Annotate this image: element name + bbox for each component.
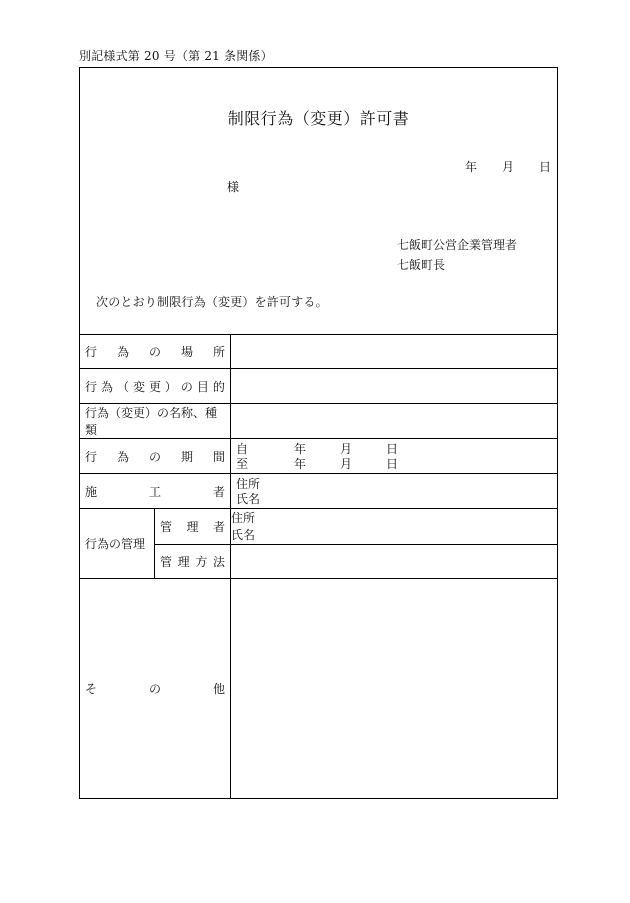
field-period[interactable] [231,439,557,473]
manager-name-label: 氏名 [231,528,256,542]
label-place: 行 為 の 場 所 [80,334,231,368]
field-method[interactable] [231,544,557,579]
row-other [80,579,557,798]
label-management: 行為の管理 [80,509,155,578]
manager-address-label: 住所 [231,511,256,525]
field-other[interactable] [231,579,557,798]
label-other: そ の 他 [80,579,231,798]
form-reference-number: 別記様式第 20 号（第 21 条関係） [79,49,273,63]
field-name-type[interactable] [231,404,557,438]
row-contractor [80,474,557,509]
label-period: 行 為 の 期 間 [80,439,231,473]
date-day-label: 日 [538,160,551,174]
issuer-line-1: 七飯町公営企業管理者 [397,238,518,252]
field-manager[interactable] [231,509,557,544]
issuer-block [397,235,517,275]
form-header [80,68,557,335]
label-purpose: 行 為 （ 変 更 ） の 目 的 [80,369,231,403]
issuer-line-2: 七飯町長 [397,258,446,272]
label-manager: 管 理 者 [155,509,231,544]
intro-text: 次のとおり制限行為（変更）を許可する。 [96,295,328,309]
permit-form [79,67,558,799]
period-from: 自 年 月 日 [236,442,399,456]
contractor-address-label: 住所 [236,477,261,491]
field-purpose[interactable] [231,369,557,403]
label-name-type: 行為（変更）の名称、種類 [80,404,231,438]
label-contractor: 施 工 者 [80,474,231,508]
form-title: 制限行為（変更）許可書 [227,109,410,128]
row-management [80,509,557,579]
row-period [80,439,557,474]
field-place[interactable] [231,334,557,368]
period-to: 至 年 月 日 [236,457,399,471]
label-method: 管 理 方 法 [155,544,231,579]
issue-date [465,158,551,175]
row-name-type [80,404,557,439]
row-place [80,334,557,369]
addressee-suffix: 様 [227,180,240,194]
field-contractor[interactable] [231,474,557,508]
row-purpose [80,369,557,404]
date-month-label: 月 [501,160,514,174]
contractor-name-label: 氏名 [236,492,261,506]
date-year-label: 年 [464,160,477,174]
